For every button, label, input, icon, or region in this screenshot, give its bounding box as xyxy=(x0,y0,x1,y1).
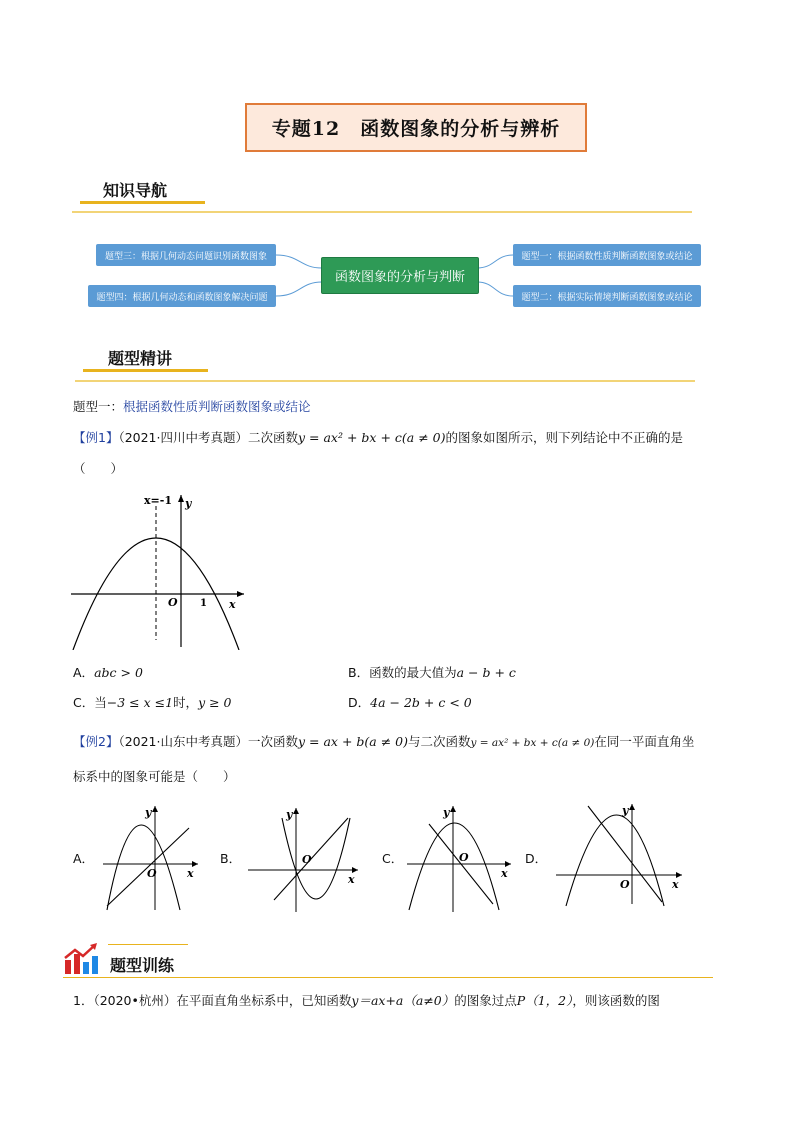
bar-chart-icon xyxy=(63,942,99,976)
ex2-option-d-label: D． xyxy=(525,851,548,866)
mindmap-node-type2: 题型二：根据实际情境判断函数图象或结论 xyxy=(513,285,701,307)
svg-text:O: O xyxy=(620,878,630,891)
ex2-graph-c xyxy=(403,800,518,915)
origin-label: O xyxy=(168,596,178,609)
section-title-training: 题型训练 xyxy=(110,956,175,975)
mindmap-center-node: 函数图象的分析与判断 xyxy=(321,257,479,294)
option-c: C．当−3 ≤ x ≤1时，y ≥ 0 xyxy=(73,695,232,710)
page-title: 专题12 函数图象的分析与辨析 xyxy=(245,103,587,152)
axis-line-label: x=-1 xyxy=(144,494,172,507)
svg-text:y: y xyxy=(443,806,450,819)
ex2-option-b-label: B． xyxy=(220,851,242,866)
mindmap-node-type1: 题型一：根据函数性质判断函数图象或结论 xyxy=(513,244,701,266)
x-axis-label: x xyxy=(229,598,236,611)
ex2-graph-b xyxy=(244,800,364,915)
type1-heading: 题型一：根据函数性质判断函数图象或结论 xyxy=(73,399,311,414)
tick-label: 1 xyxy=(200,598,207,609)
svg-text:x: x xyxy=(187,867,194,880)
option-b: B．函数的最大值为a − b + c xyxy=(348,665,516,680)
svg-text:x: x xyxy=(348,873,355,886)
section-underline xyxy=(83,369,208,372)
section-title-nav: 知识导航 xyxy=(103,181,168,200)
svg-text:O: O xyxy=(302,853,312,866)
section-divider xyxy=(63,977,713,978)
example2-question-line2: 标系中的图象可能是（ ） xyxy=(73,769,236,784)
mindmap-node-type4: 题型四：根据几何动态和函数图象解决问题 xyxy=(88,285,276,307)
example1-blank: （ ） xyxy=(73,461,124,476)
ex2-option-c-label: C． xyxy=(382,851,404,866)
option-d: D．4a − 2b + c < 0 xyxy=(348,695,472,710)
ex2-graph-d xyxy=(552,798,687,908)
y-axis-label: y xyxy=(185,497,192,510)
svg-text:O: O xyxy=(459,851,469,864)
svg-text:y: y xyxy=(286,808,293,821)
section-title-lecture: 题型精讲 xyxy=(108,349,173,368)
question-1: 1．（2020•杭州）在平面直角坐标系中，已知函数y＝ax+a（a≠0）的图象过点P（1，2），则该函数的图 xyxy=(73,993,660,1008)
example1-parabola-graph xyxy=(68,490,248,650)
svg-text:x: x xyxy=(501,867,508,880)
ex2-option-a-label: A． xyxy=(73,851,95,866)
example1-question: 【例1】（2021·四川中考真题）二次函数y = ax² + bx + c(a ≠ 0)的图象如图所示，则下列结论中不正确的是 xyxy=(73,430,683,445)
example2-question: 【例2】（2021·山东中考真题）一次函数y = ax + b(a ≠ 0)与二次函数y = ax² + bx + c(a ≠ 0)在同一平面直角坐 xyxy=(73,734,695,749)
svg-text:x: x xyxy=(672,878,679,891)
ex2-graph-a xyxy=(95,800,205,915)
svg-text:O: O xyxy=(147,867,157,880)
section-topline xyxy=(108,944,188,945)
option-a: A．abc > 0 xyxy=(73,665,143,680)
svg-text:y: y xyxy=(622,804,629,817)
section-divider xyxy=(75,380,695,382)
svg-text:y: y xyxy=(145,806,152,819)
mindmap-node-type3: 题型三：根据几何动态问题识别函数图象 xyxy=(96,244,276,266)
